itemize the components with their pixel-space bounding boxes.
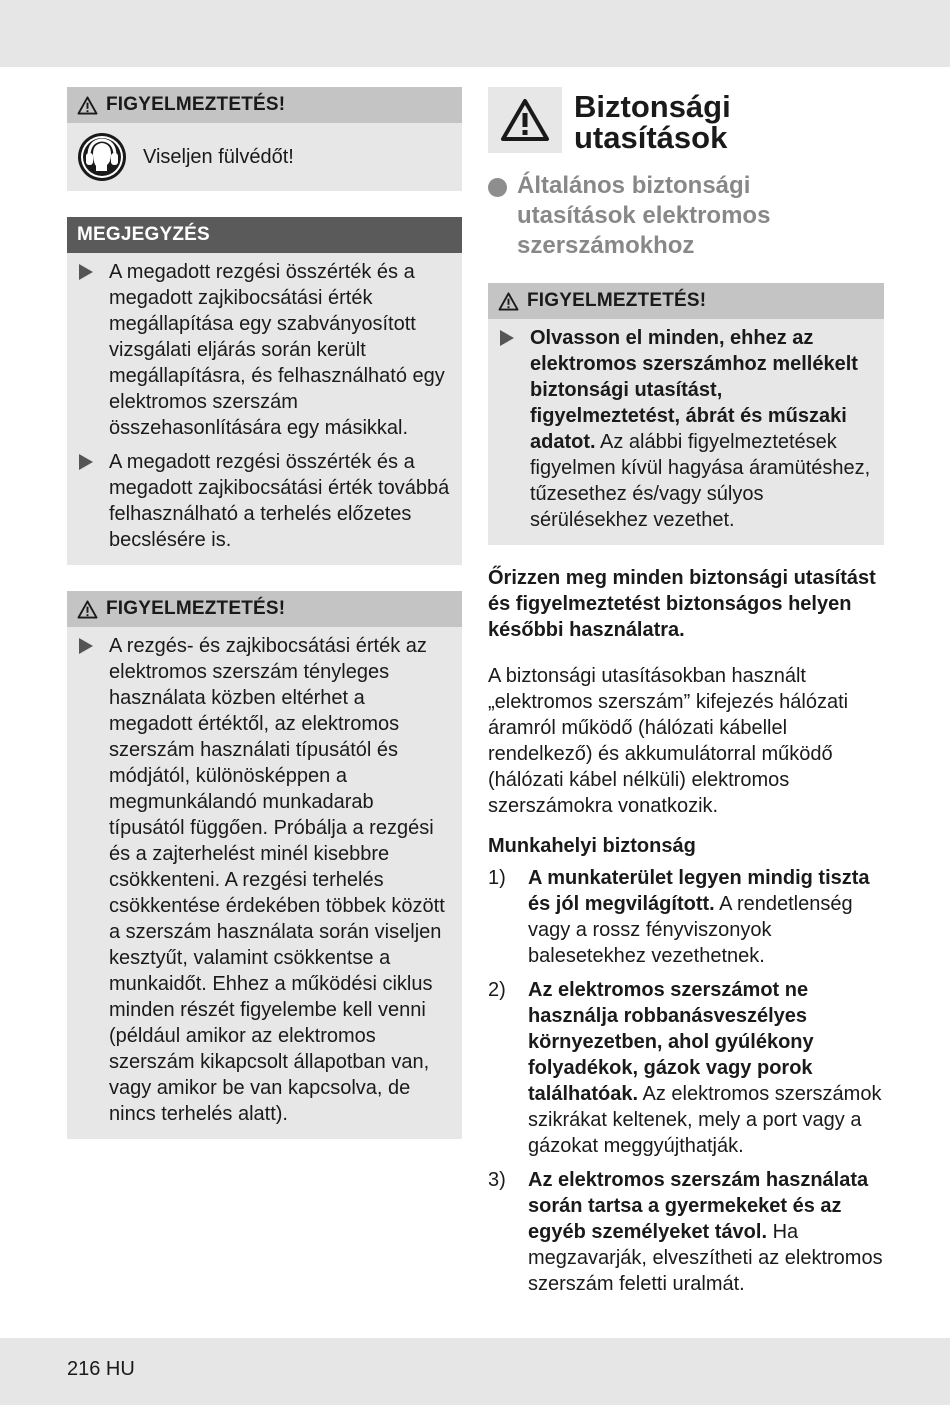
warning-triangle-icon	[77, 600, 98, 619]
right-column	[488, 87, 884, 1305]
list-item: Olvasson el minden, ehhez az elektromos szerszámhoz mellékelt biztonsági utasítást, figyelmeztetést, ábrát és műszaki adatot. Az alábbi figyelmeztetések figyelmen kívül hagyása áramütéshez, tűzesethez és/vagy súlyos sérülésekhez vezethet.	[498, 325, 874, 533]
warning-header	[67, 591, 462, 627]
list-item: A megadott rezgési összérték és a megadott zajkibocsátási érték megállapítása egy szabványosított vizsgálati eljárás során került megállapításra, és felhasználható egy elektromos szerszám összehasonlítására egy másikkal.	[77, 259, 452, 441]
note-box	[67, 217, 462, 565]
general-warning-box	[488, 283, 884, 545]
workplace-safety-list	[488, 865, 884, 1297]
definition-text: A biztonsági utasításokban használt „elektromos szerszám” kifejezés hálózati áramról működő (hálózati kábellel rendelkező) és akkumulátorral működő (hálózati kábel nélküli) elektromos szerszámokra vonatkozik.	[488, 665, 849, 817]
hearing-protection-icon	[77, 132, 127, 182]
arrow-bullet-icon	[79, 264, 93, 280]
note-header	[67, 217, 462, 253]
bullet-dot-icon	[488, 178, 507, 197]
warning-title: FIGYELMEZTETÉS!	[527, 290, 707, 311]
warning-title: FIGYELMEZTETÉS!	[106, 94, 286, 115]
page-title: Biztonsági utasítások	[574, 89, 731, 155]
warning-title: FIGYELMEZTETÉS!	[106, 598, 286, 619]
section-title-row	[488, 87, 884, 153]
warning-header	[488, 283, 884, 319]
arrow-bullet-icon	[79, 454, 93, 470]
arrow-bullet-icon	[500, 330, 514, 346]
page-header-band	[0, 0, 950, 67]
warning-triangle-icon	[498, 292, 519, 311]
list-item: A rezgés- és zajkibocsátási érték az elektromos szerszám tényleges használata közben eltérhet a megadott értéktől, az elektromos szerszám használati típusától és módjától, különösképpen a megmunkálandó munkadarab típusától függően. Próbálja a rezgési és a zajterhelést minél kisebbre csökkenteni. A rezgési terhelés csökkentése érdekében többek között a szerszám használata során viseljen kesztyűt, valamint csökkentse a munkaidőt. Ehhez a működési ciklus minden részét figyelembe kell venni (például amikor az elektromos szerszám kikapcsolt állapotban van, vagy amikor be van kapcsolva, de nincs terhelés alatt).	[77, 633, 452, 1127]
list-item: 3) Az elektromos szerszám használata során tartsa a gyermekeket és az egyéb személyeket távol. Ha megzavarják, elveszítheti az elektromos szerszám feletti uralmát.	[488, 1169, 883, 1295]
list-item: 2) Az elektromos szerszámot ne használja robbanásveszélyes környezetben, ahol gyúlékony folyadékok, gázok vagy porok találhatóak. Az elektromos szerszámok szikrákat keltenek, mely a port vagy a gázokat meggyújthatják.	[488, 979, 882, 1157]
hearing-warning-box	[67, 87, 462, 191]
warning-header	[67, 87, 462, 123]
warning-list	[67, 627, 462, 1139]
arrow-bullet-icon	[79, 638, 93, 654]
warning-triangle-icon	[77, 96, 98, 115]
vibration-warning-box	[67, 591, 462, 1139]
list-item: 1) A munkaterület legyen mindig tiszta és jól megvilágított. A rendetlenség vagy a rossz fényviszonyok balesetekhez vezethetnek.	[488, 867, 870, 967]
note-title: MEGJEGYZÉS	[77, 224, 210, 245]
note-list	[67, 253, 462, 565]
warning-list	[488, 319, 884, 545]
keep-instructions-text: Őrizzen meg minden biztonsági utasítást és figyelmeztetést biztonságos helyen későbbi használatra.	[488, 567, 876, 641]
warning-triangle-icon	[500, 98, 550, 142]
wear-ear-protection-text: Viseljen fülvédőt!	[143, 145, 294, 168]
left-column	[67, 87, 462, 1139]
page-footer-band	[0, 1338, 950, 1405]
list-item: A megadott rezgési összérték és a megadott zajkibocsátási érték továbbá felhasználható a terhelés előzetes becslésére is.	[77, 449, 452, 553]
section-subtitle: Általános biztonsági utasítások elektromos szerszámokhoz	[488, 171, 884, 261]
workplace-safety-heading: Munkahelyi biztonság	[488, 835, 696, 857]
page-number: 216 HU	[67, 1358, 135, 1380]
title-icon-box	[488, 87, 562, 153]
